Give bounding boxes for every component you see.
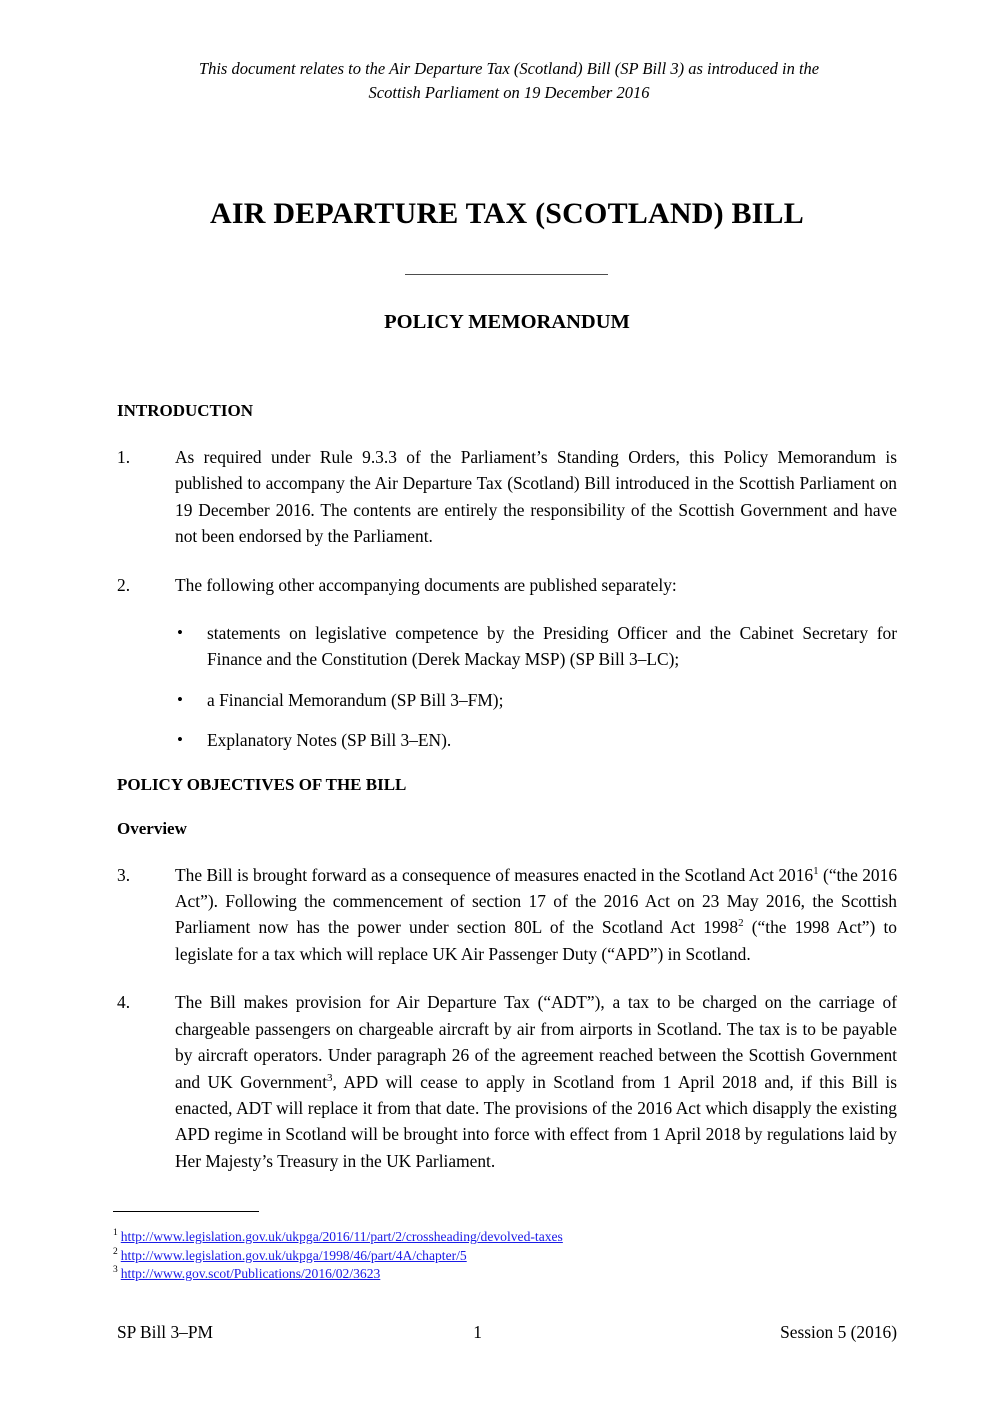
list-item-text: statements on legislative competence by the Presiding Officer and the Cabinet Secretary for Finance and the Constitution (Derek Mackay MSP) (SP Bill 3–LC); [207, 623, 897, 670]
accompanying-documents-list [117, 620, 897, 754]
list-item [117, 687, 897, 713]
paragraph-2-text: The following other accompanying documents are published separately: [175, 574, 677, 595]
paragraph-3-text-part-3: (“the 1998 Act”) to legislate for a tax which will replace UK Air Passenger Duty (“APD”) in Scotland. [175, 917, 897, 964]
paragraph-2 [117, 572, 897, 598]
footnote-ref-3[interactable]: 3 [327, 1071, 333, 1084]
footnote-2-link[interactable]: http://www.legislation.gov.uk/ukpga/1998/46/part/4A/chapter/5 [120, 1247, 467, 1263]
paragraph-1 [117, 444, 897, 550]
bullet-icon: • [177, 689, 183, 709]
document-title: AIR DEPARTURE TAX (SCOTLAND) BILL [210, 197, 804, 230]
document-subtitle: POLICY MEMORANDUM [384, 311, 630, 333]
heading-introduction: INTRODUCTION [117, 401, 254, 420]
footnotes-block [113, 1228, 893, 1284]
footnote-1-link[interactable]: http://www.legislation.gov.uk/ukpga/2016/11/part/2/crossheading/devolved-taxes [120, 1229, 563, 1244]
bullet-icon: • [177, 730, 183, 750]
list-item [117, 727, 897, 753]
footnote-2-marker: 2 [113, 1246, 118, 1257]
page-footer [117, 1320, 897, 1344]
paragraph-3-text-part-2: (“the 2016 Act”). Following the commencement of section 17 of the 2016 Act on 23 May 2016, the Scottish Parliament now has the power under section 80L of the Scotland Act 1998 [175, 864, 898, 938]
paragraph-1-number: 1. [117, 447, 131, 467]
heading-policy-objectives: POLICY OBJECTIVES OF THE BILL [117, 774, 407, 794]
footer-bill-reference: SP Bill 3–PM [117, 1322, 214, 1342]
paragraph-2-number: 2. [117, 574, 131, 595]
paragraph-4-number: 4. [117, 992, 131, 1013]
footer-page-number: 1 [473, 1322, 482, 1342]
paragraph-1-text: As required under Rule 9.3.3 of the Parliament’s Standing Orders, this Policy Memorandum is published to accompany the Air Departure Tax (Scotland) Bill introduced in the Scottish Parliament on 19 December 2016. The contents are entirely the responsibility of the Scottish Government and have not been endorsed by the Parliament. [175, 447, 897, 547]
footnote-1 [113, 1228, 893, 1246]
footnote-2 [113, 1247, 893, 1265]
running-header-line-2: Scottish Parliament on 19 December 2016 [368, 83, 650, 102]
heading-overview: Overview [117, 818, 187, 838]
footnote-3-link[interactable]: http://www.gov.scot/Publications/2016/02/3623 [120, 1266, 381, 1281]
running-header-line-1: This document relates to the Air Departure Tax (Scotland) Bill (SP Bill 3) as introduced in the [198, 59, 820, 78]
body-content [117, 400, 897, 1174]
footnote-ref-2[interactable]: 2 [738, 917, 744, 930]
footnote-separator-rule [113, 1211, 259, 1212]
paragraph-4 [117, 989, 897, 1174]
footnote-ref-1[interactable]: 1 [813, 864, 819, 877]
title-divider-rule [405, 274, 608, 275]
footnote-3-marker: 3 [113, 1265, 118, 1276]
paragraph-3-number: 3. [117, 864, 131, 885]
paragraph-4-text-part-2: , APD will cease to apply in Scotland from 1 April 2018 and, if this Bill is enacted, ADT will replace it from that date. The provisions of the 2016 Act which disapply the existing APD regime in Scotland will be brought into force with effect from 1 April 2018 by regulations laid by Her Majesty’s Treasury in the UK Parliament. [175, 1071, 897, 1171]
footer-session: Session 5 (2016) [780, 1322, 897, 1342]
list-item-text: a Financial Memorandum (SP Bill 3–FM); [207, 689, 504, 710]
footnote-1-marker: 1 [113, 1228, 118, 1239]
running-header [133, 57, 885, 105]
footnote-3 [113, 1265, 893, 1283]
paragraph-3-text-part-1: The Bill is brought forward as a consequence of measures enacted in the Scotland Act 2016 [175, 864, 814, 885]
paragraph-3 [117, 862, 897, 968]
bullet-icon: • [177, 623, 183, 643]
list-item [117, 620, 897, 673]
list-item-text: Explanatory Notes (SP Bill 3–EN). [207, 730, 452, 751]
paragraph-4-text-part-1: The Bill makes provision for Air Departure Tax (“ADT”), a tax to be charged on the carriage of chargeable passengers on chargeable aircraft by air from airports in Scotland. The tax is to be payable by aircraft operators. Under paragraph 26 of the agreement reached between the Scottish Government and UK Government [175, 992, 897, 1092]
